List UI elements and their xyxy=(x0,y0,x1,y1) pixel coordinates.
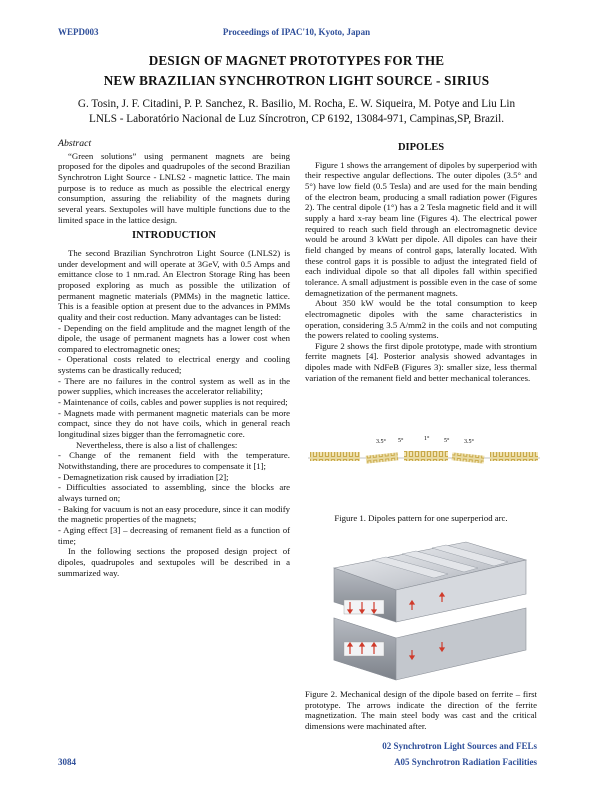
advantage-item: - Operational costs related to electrical energy and cooling systems can be drastically reduced; xyxy=(58,354,290,376)
dipole-segment xyxy=(366,452,399,463)
advantage-item: - Magnets made with permanent magnetic materials can be more compact, since they do not have coils, which in general reach longitudinal sizes bigger than the ferromagnetic core. xyxy=(58,407,290,440)
challenge-item: - Aging effect [3] – decreasing of remanent field as a function of time; xyxy=(58,524,290,546)
header-code: WEPD003 xyxy=(58,27,99,37)
angle-label: 5° xyxy=(444,438,450,444)
dipole-segment xyxy=(490,452,538,461)
advantage-item: - Depending on the field amplitude and the magnet length of the dipole, the usage of permanent magnets has a lower cost when compared to electromagnetic ones; xyxy=(58,322,290,354)
affiliation: LNLS - Laboratório Nacional de Luz Síncrotron, CP 6192, 13084-971, Campinas,SP, Brazil. xyxy=(88,113,504,125)
advantage-item: - Maintenance of coils, cables and power supplies is not required; xyxy=(58,397,288,408)
footer-subtopic: A05 Synchrotron Radiation Facilities xyxy=(394,757,537,767)
figure-1-dipole-pattern xyxy=(306,434,542,470)
dipoles-paragraph-2: About 350 kW would be the total consumption to keep electromagnetic dipoles with the same characteristics in operation, considering 3.5 A/mm2 in the coils and not computing the powers related to cooling systems. xyxy=(305,298,537,341)
intro-paragraph-1: The second Brazilian Synchrotron Light Source (LNLS2) is under development and will operate at 3GeV, with 0.5 Amps and emittance close to 1 nm.rad. An Electron Storage Ring has been proposed exploring as much as possible the utilization of permanent magnetic materials (PMMs) in the magnetic lattice. This is a feasible option at present due to the advances in PMMs quality and their cost reduction. Many advantages can be listed: xyxy=(58,247,290,322)
right-column xyxy=(305,143,537,383)
abstract-heading: Abstract xyxy=(58,138,92,149)
advantage-item: - There are no failures in the control system as well as in the power supplies, which increases the accelerator reliability; xyxy=(58,375,290,397)
dipoles-heading: DIPOLES xyxy=(397,142,445,153)
figure-2-dipole-render xyxy=(316,538,534,684)
angle-label: 5° xyxy=(398,438,404,444)
intro-paragraph-3: In the following sections the proposed design project of dipoles, quadrupoles and sextupoles will be described in a summarized way. xyxy=(58,546,290,578)
angle-label: 1° xyxy=(424,436,430,442)
angle-label: 3.5° xyxy=(464,439,474,445)
left-column xyxy=(58,139,290,578)
challenge-item: - Difficulties associated to assembling, since the blocks are always turned on; xyxy=(58,482,290,503)
dipoles-paragraph-1: Figure 1 shows the arrangement of dipoles by superperiod with their respective angular deflections. The outer dipoles (3.5° and 5°) have low field (0.5 Tesla) and are used for the main bending of the electron beam, producing a small radiation power (Figures 2). The central dipole (1°) has a 2 Tesla magnetic field and it will supply a hard x-ray beam line (Figures 4). The electrical power required to reach such field through an electromagnetic device would be around 3 kWatt per dipole. All dipoles can have their field changed by means of control gaps, laterally located. With these control gaps it is possible to adjust the integrated field of each individual dipole so that all dipoles fall within specified tolerance. A small adjustment is possible even in the case of some demagnetization of the permanent magnets. xyxy=(305,159,537,298)
intro-paragraph-2: Nevertheless, there is also a list of challenges: xyxy=(76,439,238,450)
paper-title-line2: NEW BRAZILIAN SYNCHROTRON LIGHT SOURCE - SIRIUS xyxy=(103,73,490,88)
challenge-item: - Demagnetization risk caused by irradiation [2]; xyxy=(58,471,229,482)
page-number: 3084 xyxy=(58,757,76,767)
paper-title-line1: DESIGN OF MAGNET PROTOTYPES FOR THE xyxy=(148,53,445,68)
footer-topic: 02 Synchrotron Light Sources and FELs xyxy=(382,741,537,751)
figure-1-caption: Figure 1. Dipoles pattern for one superperiod arc. xyxy=(334,513,508,523)
header-proceedings: Proceedings of IPAC'10, Kyoto, Japan xyxy=(222,27,371,37)
introduction-heading: INTRODUCTION xyxy=(131,230,216,242)
challenge-item: - Change of the remanent field with the temperature. Notwithstanding, there are procedures to compensate it [1]; xyxy=(58,450,290,472)
abstract-text: “Green solutions” using permanent magnets are being proposed for the dipoles and quadrupoles of the second Brazilian Synchrotron Light Source - LNLS2 - magnetic lattice. The main purpose is to reduce as much as possible the electrical energy consumption, assuring the reliability of the magnets during several years. Sextupoles will have multiple functions due to the limited space in the lattice design. xyxy=(58,150,290,225)
dipole-segment xyxy=(452,452,485,463)
figure-2-caption: Figure 2. Mechanical design of the dipole based on ferrite – first prototype. The arrows indicate the direction of the ferrite magnetization. The main steel body was cast and the critical dimensions were machinated after. xyxy=(305,689,537,731)
dipoles-paragraph-3: Figure 2 shows the first dipole prototype, made with strontium ferrite magnets [4]. Posterior analysis showed advantages in dipoles made with NdFeB (Figures 3): smaller size, less thermal variation of the remanent field and better mechanical tolerances. xyxy=(305,340,537,383)
dipole-segment xyxy=(310,452,360,461)
angle-label: 3.5° xyxy=(376,439,386,445)
challenge-item: - Baking for vacuum is not an easy procedure, since it can modify the magnetic properties of the magnets; xyxy=(58,503,290,525)
authors: G. Tosin, J. F. Citadini, P. P. Sanchez, R. Basilio, M. Rocha, E. W. Siqueira, M. Potye and Liu Lin xyxy=(77,98,516,110)
dipole-segment xyxy=(404,451,448,461)
